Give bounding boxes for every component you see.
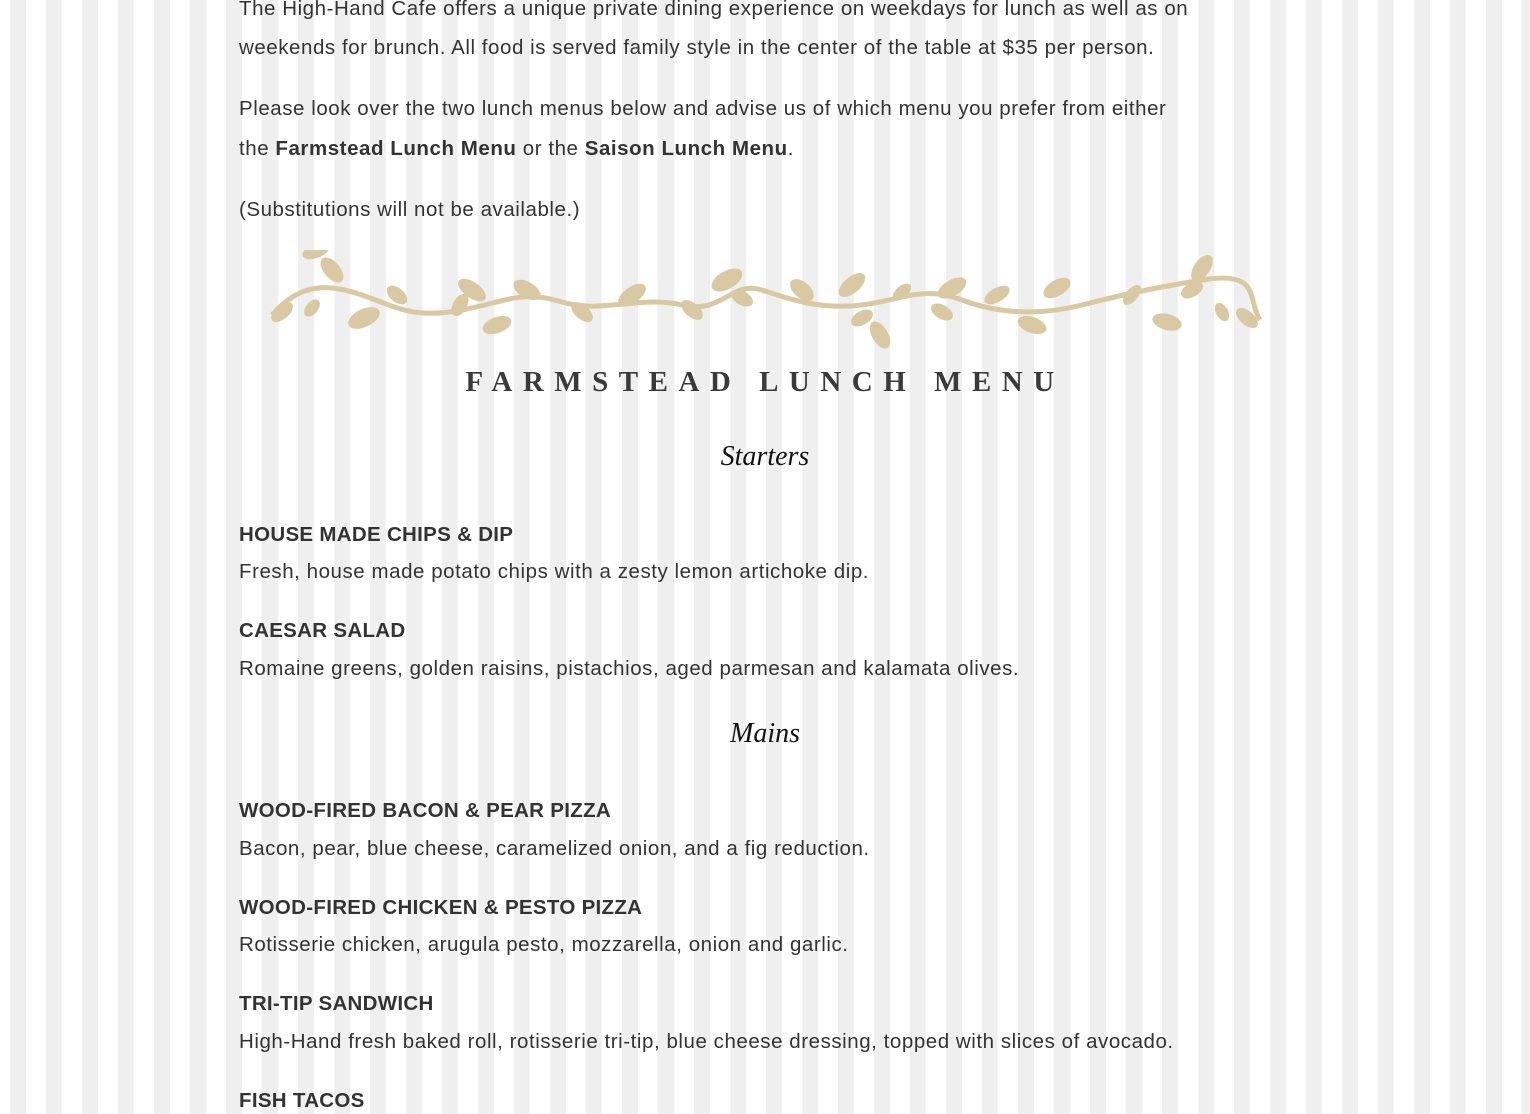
- menu-item-description: High-Hand fresh baked roll, rotisserie tri-tip, blue cheese dressing, topped with slices of avocado.: [239, 1030, 1174, 1053]
- intro-paragraph-line: weekends for brunch. All food is served family style in the center of the table at $35 per person.: [239, 36, 1155, 59]
- menu-item-name: TRI-TIP SANDWICH: [239, 992, 434, 1015]
- menu-item-description: Fresh, house made potato chips with a zesty lemon artichoke dip.: [239, 560, 870, 583]
- menu-item-description: Rotisserie chicken, arugula pesto, mozzarella, onion and garlic.: [239, 933, 849, 956]
- menu-item-name: WOOD-FIRED BACON & PEAR PIZZA: [239, 799, 611, 822]
- substitution-note: (Substitutions will not be available.): [239, 198, 581, 221]
- farmstead-menu-mention: Farmstead Lunch Menu: [275, 137, 517, 160]
- menu-item-name: HOUSE MADE CHIPS & DIP: [239, 523, 514, 546]
- intro-paragraph-line: Please look over the two lunch menus below and advise us of which menu you prefer from either: [239, 97, 1167, 120]
- section-heading-starters: Starters: [720, 441, 810, 472]
- intro-paragraph-line: The High-Hand Cafe offers a unique private dining experience on weekdays for lunch as well as on: [239, 0, 1189, 20]
- menu-item-description: Bacon, pear, blue cheese, caramelized onion, and a fig reduction.: [239, 837, 870, 860]
- section-heading-mains: Mains: [730, 718, 800, 749]
- menu-title: FARMSTEAD LUNCH MENU: [465, 366, 1065, 398]
- vine-divider-icon: [262, 250, 1267, 350]
- menu-item-name: CAESAR SALAD: [239, 619, 406, 642]
- menu-item-name: FISH TACOS: [239, 1089, 365, 1112]
- saison-menu-mention: Saison Lunch Menu: [584, 137, 788, 160]
- menu-item-description: Romaine greens, golden raisins, pistachios, aged parmesan and kalamata olives.: [239, 657, 1020, 680]
- intro-paragraph-line: the Farmstead Lunch Menu or the Saison Lunch Menu.: [239, 137, 794, 160]
- menu-item-name: WOOD-FIRED CHICKEN & PESTO PIZZA: [239, 896, 643, 919]
